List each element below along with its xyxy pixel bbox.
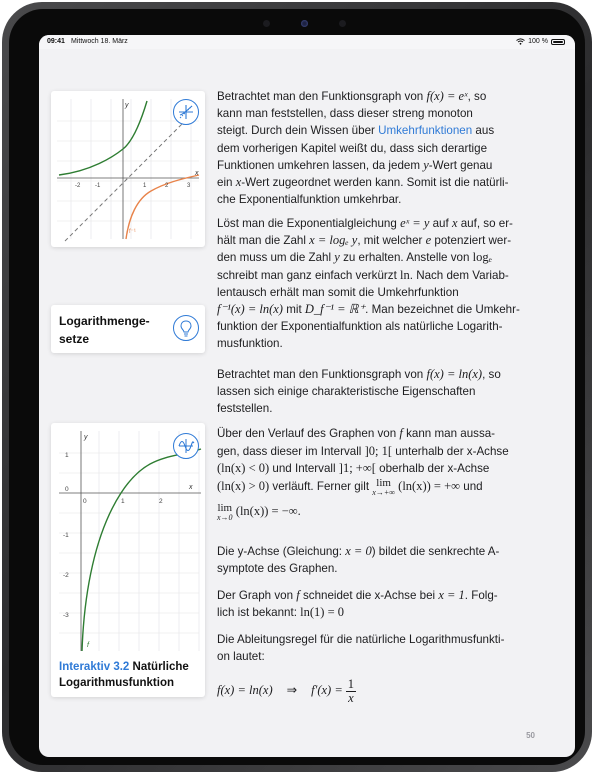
- math: (ln(x) > 0): [217, 478, 270, 493]
- formula-right: f′(x) =: [311, 683, 343, 698]
- inverse-label: f⁻¹: [129, 229, 136, 235]
- math: x = 1: [438, 588, 465, 602]
- axis-label-x: x: [189, 484, 193, 491]
- math: f(x) = eˣ: [426, 89, 468, 103]
- caption-title: Natürliche Logarithmusfunktion: [59, 661, 189, 689]
- text: . Nach dem Variab-: [409, 268, 509, 282]
- status-time: 09:41: [47, 38, 65, 45]
- math: e: [425, 233, 432, 248]
- limit-expression: [217, 503, 233, 523]
- math: x = 0: [345, 544, 372, 558]
- text: Betrachtet man den Funktionsgraph von: [217, 90, 427, 103]
- camera-array: [263, 19, 353, 29]
- sensor-dot: [339, 20, 346, 27]
- text: Funktionen umkehren lassen, da jedem: [217, 158, 424, 172]
- card-logarithm-title: [59, 312, 150, 348]
- text: schneidet die x-Achse bei: [299, 589, 439, 602]
- sensor-dot: [263, 20, 270, 27]
- text: potenziert wer-: [431, 234, 512, 248]
- paragraph-5: [217, 543, 539, 577]
- text: lentausch erhält man somit die Umkehrfunktion: [217, 285, 459, 299]
- math: y: [423, 157, 429, 172]
- math: (ln(x)) = +∞: [398, 478, 461, 493]
- curve-label: f: [87, 642, 89, 649]
- y-tick-label: -3: [63, 612, 69, 619]
- axis-label-x: x: [195, 170, 199, 177]
- text: zu erhalten. Anstelle von: [339, 251, 473, 265]
- status-date: Mittwoch 18. März: [71, 38, 128, 45]
- y-tick-label: 1: [65, 452, 69, 459]
- x-tick-label: 2: [159, 498, 163, 505]
- text: lassen sich einige charakteristische Eigenschaften: [217, 385, 476, 399]
- text: mit: [282, 303, 305, 317]
- x-tick-label: 1: [121, 498, 125, 505]
- text: lich ist bekannt:: [217, 606, 301, 620]
- text: hält man die Zahl: [217, 234, 310, 248]
- math: y: [334, 250, 340, 265]
- math: ln: [400, 267, 410, 282]
- text: auf: [429, 217, 452, 230]
- implies-arrow: ⇒: [286, 683, 298, 698]
- text: auf, so er-: [457, 217, 513, 230]
- math: x: [451, 216, 458, 230]
- figure-exp-inverse[interactable]: [51, 91, 205, 247]
- screen: [39, 35, 575, 757]
- card-logarithm-rules[interactable]: [51, 305, 205, 353]
- text: unterhalb der x-Achse: [392, 444, 509, 458]
- text: kann man feststellen, dass dieser streng monoton: [217, 107, 473, 121]
- paragraph-2: [217, 215, 539, 353]
- y-tick-label: 0: [65, 486, 69, 493]
- function-sine-icon[interactable]: [173, 433, 199, 459]
- text: Die Ableitungsregel für die natürliche Logarithmusfunkti-: [217, 633, 505, 646]
- figure-natural-log[interactable]: [51, 423, 205, 697]
- card-title-line: Logarithmenge-: [59, 314, 150, 328]
- math: (ln(x) < 0): [217, 461, 270, 475]
- text: oberhalb der x-Achse: [375, 462, 490, 475]
- text: ) bildet die senkrechte A-: [371, 545, 500, 558]
- math: ]0; 1[: [364, 443, 393, 458]
- status-bar: [39, 35, 575, 49]
- text: . Folg-: [464, 589, 498, 602]
- axis-label-y: y: [125, 102, 129, 109]
- camera-lens: [301, 20, 308, 27]
- x-tick-label: 2: [165, 183, 169, 189]
- math: eˣ = y: [400, 216, 430, 230]
- math: ]1; +∞[: [338, 461, 376, 475]
- wifi-icon: [516, 38, 525, 45]
- link-umkehrfunktionen[interactable]: Umkehrfunktionen: [378, 124, 473, 138]
- ipad-frame: [2, 2, 592, 772]
- x-tick-label: -1: [95, 183, 101, 189]
- battery-icon: [551, 39, 565, 45]
- text: verläuft. Ferner gilt: [269, 479, 373, 493]
- x-tick-label: -2: [75, 183, 81, 189]
- fraction-numerator: 1: [347, 676, 355, 691]
- lightbulb-icon[interactable]: [173, 315, 199, 341]
- limit-line: [217, 498, 301, 529]
- paragraph-3: [217, 366, 539, 418]
- text: den muss um die Zahl: [217, 251, 335, 265]
- page-number: 50: [526, 731, 535, 740]
- text: feststellen.: [217, 402, 273, 416]
- fraction-denominator: x: [348, 690, 354, 705]
- y-tick-label: -1: [63, 532, 69, 539]
- y-tick-label: -2: [63, 572, 69, 579]
- text: -Wert genau: [428, 158, 493, 172]
- bezel: [9, 9, 585, 765]
- math: ln(1) = 0: [300, 605, 344, 620]
- text: , so: [482, 368, 501, 381]
- lim-word: lim: [376, 476, 391, 489]
- text: Die y-Achse (Gleichung:: [217, 545, 346, 558]
- x-tick-label: 3: [187, 183, 191, 189]
- text: on lautet:: [217, 650, 265, 664]
- lim-sub: x→0: [217, 512, 233, 522]
- math: f: [399, 426, 403, 440]
- text: . Man bezeichnet die Umkehr-: [365, 303, 520, 317]
- math: x = logₑ y: [309, 233, 358, 248]
- lim-word: lim: [217, 501, 233, 514]
- formula-left: f(x) = ln(x): [217, 683, 273, 698]
- exp-curve: [59, 101, 147, 175]
- paragraph-4: [217, 425, 539, 529]
- text: ein: [217, 176, 236, 190]
- text: funktion der Exponentialfunktion als natürliche Logarith-: [217, 320, 503, 334]
- figure-caption: [59, 659, 209, 691]
- paragraph-1: [217, 88, 539, 208]
- ln-curve: [82, 449, 201, 651]
- text: Der Graph von: [217, 589, 297, 602]
- text: Betrachtet man den Funktionsgraph von: [217, 368, 427, 381]
- x-tick-label: 0: [83, 498, 87, 505]
- math: logₑ: [472, 250, 492, 265]
- function-graph-icon[interactable]: [173, 99, 199, 125]
- text: steigt. Durch dein Wissen über: [217, 124, 379, 138]
- text: kann man aussa-: [402, 427, 496, 440]
- text: und: [460, 479, 483, 493]
- math: D_f⁻¹ = ℝ⁺: [304, 302, 366, 317]
- derivative-formula: [217, 673, 539, 709]
- math: f⁻¹(x) = ln(x): [217, 302, 283, 317]
- text: musfunktion.: [217, 337, 283, 351]
- fraction: [346, 678, 356, 705]
- caption-prefix: Interaktiv 3.2: [59, 661, 130, 673]
- text: , so: [467, 90, 487, 103]
- x-tick-label: 1: [143, 183, 147, 189]
- lim-sub: x→+∞: [372, 487, 395, 497]
- math: x: [235, 175, 242, 190]
- text: und Intervall: [269, 462, 339, 475]
- paragraph-7: [217, 631, 539, 665]
- text: dem vorherigen Kapitel weißt du, dass sich derartige: [217, 141, 488, 155]
- text: Löst man die Exponentialgleichung: [217, 217, 401, 230]
- text: schreibt man ganz einfach verkürzt: [217, 268, 401, 282]
- limit-expression: [372, 478, 395, 498]
- axis-label-y: y: [84, 434, 88, 441]
- card-title-line: setze: [59, 332, 90, 346]
- math: (ln(x)) = −∞.: [235, 503, 301, 518]
- paragraph-6: [217, 587, 539, 621]
- text: Über den Verlauf des Graphen von: [217, 427, 400, 440]
- battery-percent: 100 %: [528, 38, 548, 45]
- text: , mit welcher: [357, 234, 426, 248]
- text: che Exponentialfunktion umkehrbar.: [217, 193, 402, 207]
- text: symptote des Graphen.: [217, 562, 338, 576]
- grid: [59, 431, 199, 651]
- math: f: [296, 588, 300, 602]
- math: f(x) = ln(x): [426, 367, 483, 381]
- status-right: [516, 38, 565, 45]
- text: aus: [472, 124, 495, 138]
- text: -Wert zugeordnet werden kann. Somit ist die natürli-: [241, 176, 509, 190]
- text: gen, dass dieser im Intervall: [217, 444, 365, 458]
